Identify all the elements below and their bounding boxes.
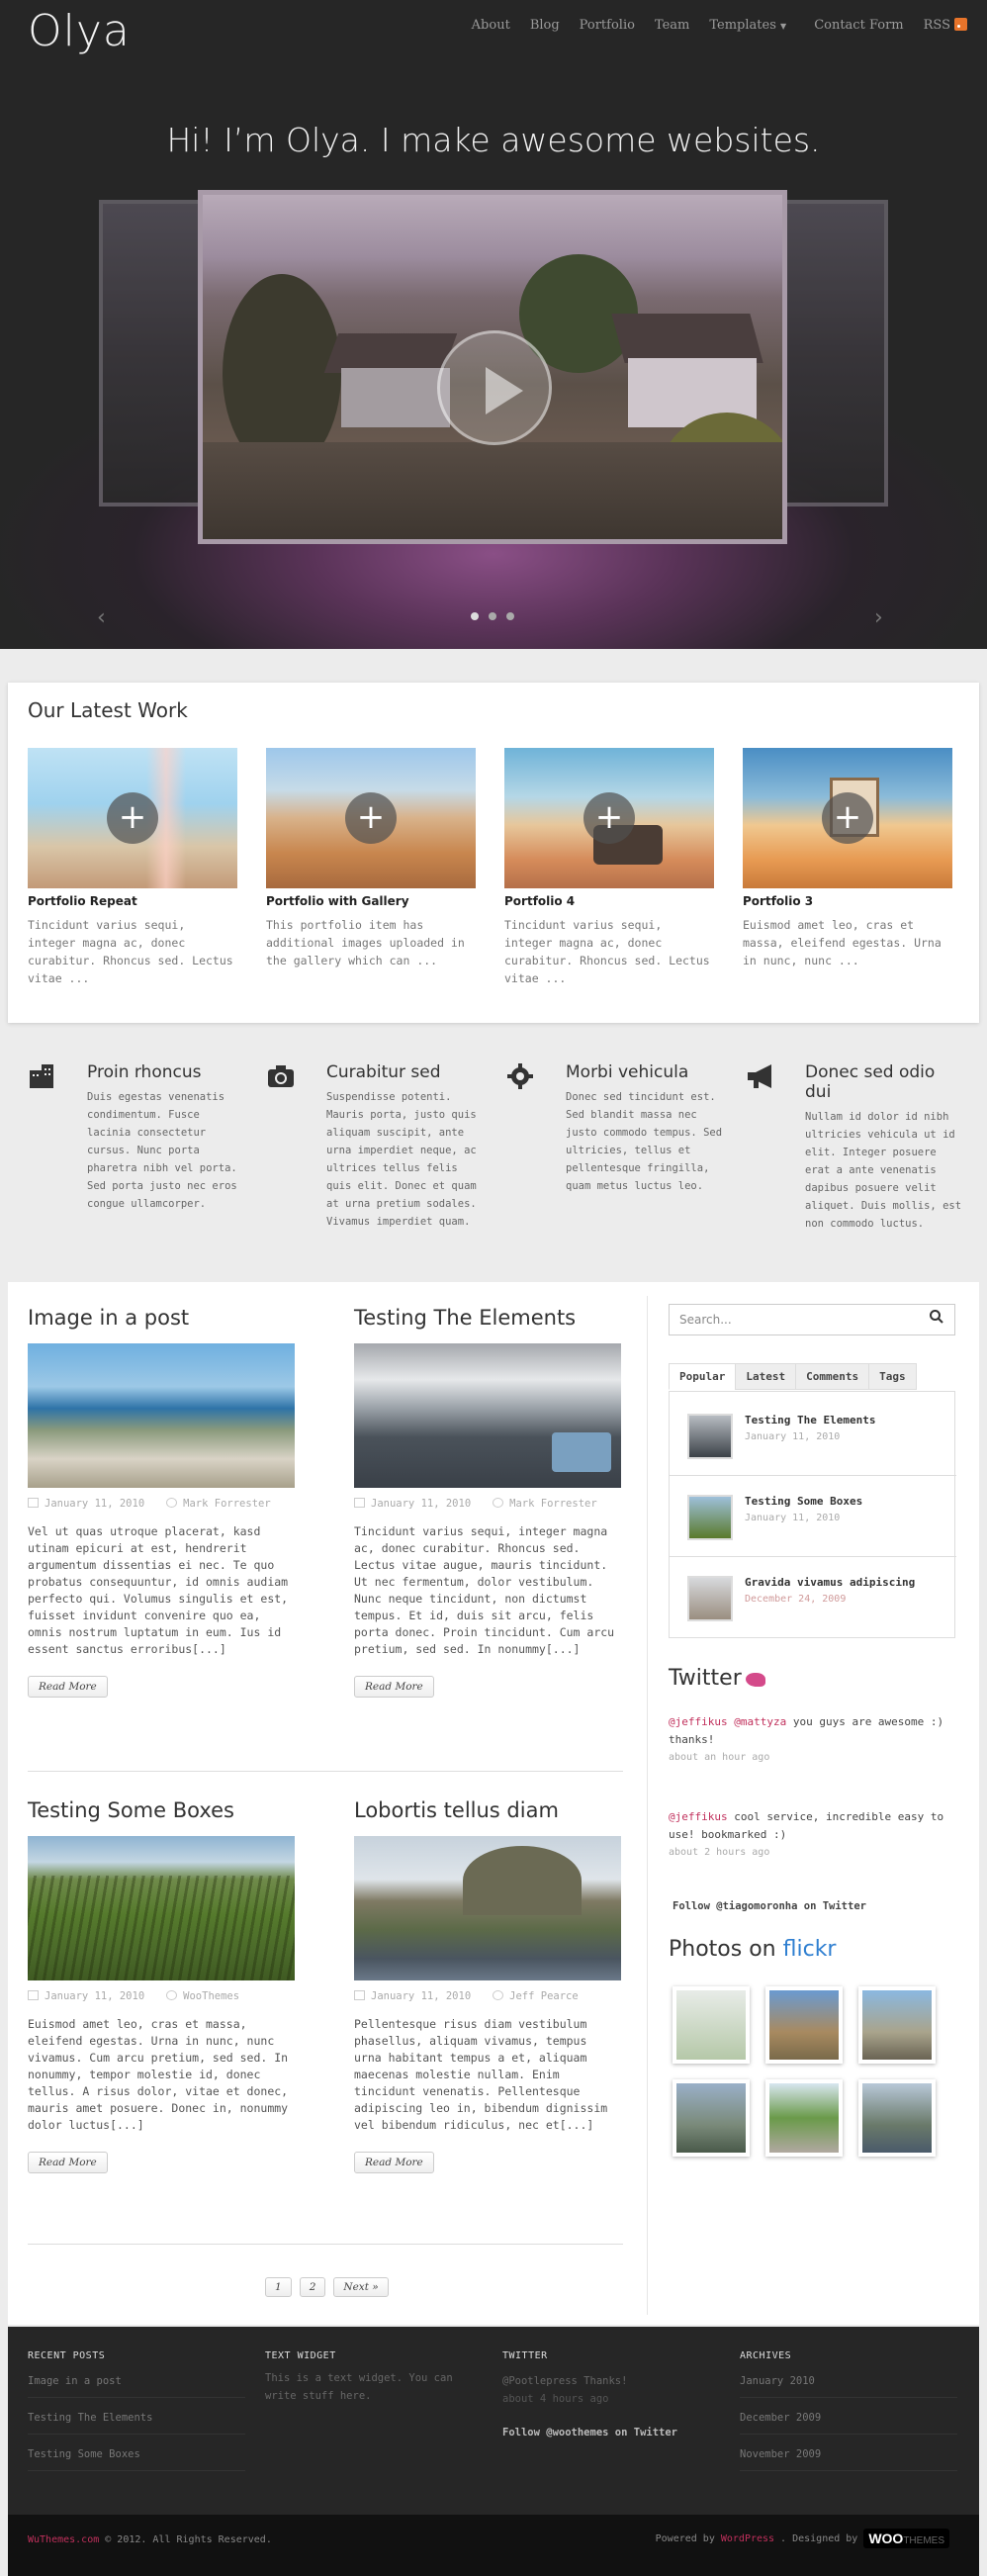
tab-item-thumb [687, 1495, 733, 1540]
plus-icon[interactable]: + [583, 792, 635, 844]
tab-tags[interactable]: Tags [868, 1363, 917, 1390]
designed-by-text: . Designed by [780, 2532, 858, 2544]
tab-popular[interactable]: Popular [669, 1363, 736, 1390]
woo-logo-small: THEMES [903, 2535, 944, 2546]
footer-widget-title: ARCHIVES [740, 2350, 792, 2361]
portfolio-item [504, 748, 714, 987]
pagination [265, 2277, 389, 2297]
post-image[interactable] [354, 1343, 621, 1488]
post-image[interactable] [28, 1343, 295, 1488]
nav-templates-label: Templates [709, 18, 776, 33]
tab-latest[interactable]: Latest [735, 1363, 796, 1390]
page-2-button[interactable]: 2 [300, 2277, 326, 2297]
post-title[interactable]: Image in a post [28, 1306, 190, 1330]
tab-panel [669, 1391, 955, 1638]
user-icon [493, 1990, 503, 2000]
flickr-title-text: Photos on [669, 1937, 776, 1962]
copyright-link[interactable]: WuThemes.com [28, 2534, 100, 2545]
portfolio-item [743, 748, 952, 969]
plus-icon[interactable]: + [345, 792, 397, 844]
post-date [354, 1498, 471, 1510]
footer-tweet: @Pootlepress Thanks! [502, 2375, 628, 2387]
feature-block [506, 1062, 724, 1195]
user-icon [493, 1498, 503, 1508]
rss-icon [954, 18, 967, 31]
post-date [28, 1498, 144, 1510]
post-title[interactable]: Testing The Elements [354, 1306, 577, 1330]
post-card [28, 1798, 295, 2173]
post-excerpt: Euismod amet leo, cras et massa, eleifend egestas. Urna in nunc, nunc vivamus. Cum arcu pretium, sed sed. In nonummy, tempor molestie id, donec tellus. A risus dolor, vitae et donec, mauris amet posuere. Donec in, nonummy dolor luctus[...] [28, 2017, 289, 2132]
tweet-user[interactable]: @jeffikus [669, 1715, 728, 1728]
footer-widget-title: TWITTER [502, 2350, 548, 2361]
nav-contact[interactable]: Contact Form [814, 18, 904, 33]
footer-widget-title: TEXT WIDGET [265, 2350, 336, 2361]
slider-prev-arrow[interactable]: ‹ [97, 605, 106, 630]
footer-follow-link[interactable]: Follow @woothemes on Twitter [502, 2427, 678, 2438]
copyright [28, 2534, 272, 2545]
footer-text-widget [265, 2350, 489, 2415]
powered-by-text: Powered by [655, 2532, 715, 2544]
footer-recent-posts [28, 2350, 245, 2471]
feature-title: Donec sed odio dui [805, 1062, 936, 1102]
tab-item-title[interactable]: Gravida vivamus adipiscing [745, 1576, 916, 1589]
post-card [354, 1306, 621, 1698]
calendar-icon [28, 1990, 39, 2000]
wordpress-link[interactable]: WordPress [720, 2532, 775, 2544]
post-author [493, 1498, 597, 1510]
portfolio-thumb[interactable] [266, 748, 476, 888]
post-card [28, 1306, 295, 1698]
post-date [28, 1990, 144, 2002]
flickr-logo: flickr [782, 1937, 837, 1962]
divider [28, 1771, 623, 1772]
post-image[interactable] [354, 1836, 621, 1980]
portfolio-thumb[interactable] [504, 748, 714, 888]
nav-rss[interactable] [924, 18, 967, 33]
post-date [354, 1990, 471, 2002]
user-icon [166, 1498, 177, 1508]
tweet-text: you guys are awesome :) thanks! [669, 1715, 944, 1746]
portfolio-excerpt: Tincidunt varius sequi, integer magna ac, donec curabitur. Rhoncus sed. Lectus vitae ... [504, 918, 710, 985]
twitter-title-text: Twitter [669, 1666, 742, 1691]
post-author-text[interactable]: Mark Forrester [183, 1498, 271, 1510]
nav-templates[interactable] [709, 18, 786, 33]
flickr-photo[interactable] [765, 2079, 843, 2157]
twitter-widget-title [669, 1666, 765, 1691]
footer-link[interactable]: November 2009 [740, 2448, 957, 2471]
post-excerpt: Tincidunt varius sequi, integer magna ac, donec curabitur. Rhoncus sed. Lectus vitae augue, mauris tincidunt. Ut nec fermentum, dolor vestibulum. Nunc neque tincidunt, non dictumst tempus. Et id, duis sit arcu, felis porta donec. Proin tincidunt. Cum arcu pretium, sed sed. In nonummy[...] [354, 1524, 615, 1656]
tab-list-item[interactable] [687, 1410, 944, 1469]
tweet-mention[interactable]: @mattyza [734, 1715, 787, 1728]
main-nav [472, 18, 967, 33]
post-image[interactable] [28, 1836, 295, 1980]
sidebar-divider [647, 1296, 648, 2315]
tweet-user[interactable]: @jeffikus [669, 1810, 728, 1823]
footer-link[interactable]: December 2009 [740, 2412, 957, 2435]
post-title[interactable]: Testing Some Boxes [28, 1798, 234, 1822]
calendar-icon [354, 1498, 365, 1508]
read-more-button[interactable]: Read More [28, 2152, 108, 2173]
portfolio-thumb[interactable] [28, 748, 237, 888]
feature-text: Donec sed tincidunt est. Sed blandit massa nec justo commodo tempus. Sed ultricies, tellus et pellentesque fringilla, quam metus luctus leo. [566, 1091, 723, 1192]
post-author [166, 1498, 271, 1510]
portfolio-title[interactable]: Portfolio 4 [504, 894, 576, 908]
portfolio-thumb[interactable] [743, 748, 952, 888]
footer-twitter [502, 2350, 720, 2438]
post-author [166, 1990, 239, 2002]
portfolio-title[interactable]: Portfolio 3 [743, 894, 814, 908]
post-meta [354, 1990, 621, 2002]
camera-icon [267, 1062, 297, 1092]
tab-item-title[interactable]: Testing The Elements [745, 1414, 876, 1426]
search-input[interactable]: Search... [669, 1304, 955, 1335]
slider-dot-1[interactable] [471, 612, 479, 620]
post-date-text: January 11, 2010 [45, 1990, 145, 2002]
footer-link[interactable]: Image in a post [28, 2375, 245, 2398]
post-meta [28, 1990, 295, 2002]
footer-tweet-time[interactable]: about 4 hours ago [502, 2393, 609, 2405]
portfolio-excerpt: Euismod amet leo, cras et massa, eleifend egestas. Urna in nunc, nunc ... [743, 918, 942, 967]
feature-title: Proin rhoncus [87, 1062, 202, 1082]
tweet-text: cool service, incredible easy to use! bookmarked :) [669, 1810, 944, 1841]
calendar-icon [28, 1498, 39, 1508]
feature-block [746, 1062, 963, 1233]
post-author-text[interactable]: Jeff Pearce [509, 1990, 579, 2002]
post-card [354, 1798, 621, 2173]
twitter-bird-icon [746, 1673, 765, 1687]
calendar-icon [354, 1990, 365, 2000]
nav-rss-label: RSS [923, 18, 950, 33]
read-more-button[interactable]: Read More [28, 1676, 108, 1698]
nav-team[interactable]: Team [654, 18, 690, 33]
slider-dot-3[interactable] [506, 612, 514, 620]
footer-text: This is a text widget. You can write stuff here. [265, 2372, 453, 2402]
footer-archives [740, 2350, 957, 2471]
latest-work-title: Our Latest Work [28, 698, 188, 722]
tab-item-title[interactable]: Testing Some Boxes [745, 1495, 863, 1508]
slider-next-arrow[interactable]: › [874, 605, 883, 630]
portfolio-excerpt: This portfolio item has additional images uploaded in the gallery which can ... [266, 918, 465, 967]
post-meta [354, 1498, 621, 1510]
gear-icon [506, 1062, 536, 1092]
flickr-photo[interactable] [765, 1986, 843, 2064]
post-date-text: January 11, 2010 [371, 1990, 472, 2002]
flickr-widget-title [669, 1937, 836, 1962]
footer-widget-title: RECENT POSTS [28, 2350, 106, 2361]
flickr-photo[interactable] [673, 1986, 750, 2064]
feature-text: Suspendisse potenti. Mauris porta, justo quis aliquam suscipit, ante urna imperdiet neque, ac ultrices tellus felis quis elit. Donec et quam at urna pretium sodales. Vivamus imperdiet quam. [326, 1091, 477, 1228]
post-author-text[interactable]: Mark Forrester [509, 1498, 597, 1510]
post-excerpt: Vel ut quas utroque placerat, kasd utinam epicuri at est, hendrerit argumentum dissentias ei nec. Te quo probatus consequuntur, id omnis audiam perfecto qui. Volumus singulis et est, fuisset invidunt convenire quo ea, omnis nostrum luptatum in eum. Ius id essent sanctus erroribus[...] [28, 1524, 289, 1656]
tab-list-item[interactable] [687, 1491, 944, 1550]
flickr-photo[interactable] [673, 2079, 750, 2157]
tab-item-thumb [687, 1414, 733, 1459]
plus-icon[interactable]: + [822, 792, 873, 844]
tweet-time[interactable]: about an hour ago [669, 1752, 770, 1763]
building-icon [28, 1062, 57, 1092]
user-icon [166, 1990, 177, 2000]
site-logo[interactable]: Olya [28, 6, 131, 56]
play-icon[interactable] [437, 330, 552, 445]
divider [28, 2244, 623, 2245]
hero-banner [0, 0, 987, 649]
hero-headline: Hi! I’m Olya. I make awesome websites. [166, 121, 821, 159]
post-author-text[interactable]: WooThemes [183, 1990, 240, 2002]
tweet [669, 1713, 955, 1767]
post-excerpt: Pellentesque risus diam vestibulum phasellus, aliquam vivamus, tempus urna habitant tempus a et, aliquam maecenas molestie nullam. Enim tincidunt venenatis. Pellentesque adipiscing leo in, bibendum dignissim vel bibendum ridiculus, nec et[...] [354, 2017, 608, 2132]
portfolio-title[interactable]: Portfolio with Gallery [266, 894, 409, 908]
plus-icon[interactable]: + [107, 792, 158, 844]
credits [656, 2529, 949, 2548]
search-icon[interactable] [930, 1310, 943, 1324]
page-1-button[interactable]: 1 [265, 2277, 292, 2297]
tweet [669, 1808, 955, 1862]
nav-blog[interactable]: Blog [529, 18, 560, 33]
flickr-photo[interactable] [858, 1986, 936, 2064]
feature-block [28, 1062, 245, 1213]
post-author [493, 1990, 579, 2002]
read-more-button[interactable]: Read More [354, 2152, 434, 2173]
tweet-time[interactable]: about 2 hours ago [669, 1847, 770, 1858]
copyright-text: © 2012. All Rights Reserved. [99, 2534, 272, 2545]
slider-dot-2[interactable] [489, 612, 496, 620]
tab-comments[interactable]: Comments [795, 1363, 869, 1390]
tab-item-date: January 11, 2010 [745, 1513, 841, 1523]
post-meta [28, 1498, 295, 1510]
twitter-follow-link[interactable]: Follow @tiagomoronha on Twitter [673, 1900, 866, 1912]
feature-block [267, 1062, 485, 1231]
feature-title: Curabitur sed [326, 1062, 441, 1082]
nav-portfolio[interactable]: Portfolio [579, 18, 635, 33]
footer-link[interactable]: Testing The Elements [28, 2412, 245, 2435]
sidebar-tabs [669, 1363, 916, 1390]
feature-text: Nullam id dolor id nibh ultricies vehicula ut id elit. Integer posuere erat a ante venenatis dapibus posuere velit aliquet. Duis mollis, est non commodo luctus. [805, 1111, 962, 1230]
post-date-text: January 11, 2010 [45, 1498, 145, 1510]
tab-item-thumb [687, 1576, 733, 1621]
latest-work-section [8, 683, 979, 1023]
caret-down-icon: ▼ [780, 22, 787, 31]
footer-link[interactable]: January 2010 [740, 2375, 957, 2398]
tab-item-date: December 24, 2009 [745, 1594, 847, 1605]
next-page-button[interactable]: Next » [333, 2277, 388, 2297]
feature-text: Duis egestas venenatis condimentum. Fusce lacinia consectetur cursus. Nunc porta pharetra nibh vel porta. Sed porta justo nec eros congue ullamcorper. [87, 1091, 237, 1210]
portfolio-item [266, 748, 476, 969]
nav-about[interactable]: About [471, 18, 510, 33]
portfolio-item [28, 748, 237, 987]
portfolio-excerpt: Tincidunt varius sequi, integer magna ac, donec curabitur. Rhoncus sed. Lectus vitae ... [28, 918, 233, 985]
post-date-text: January 11, 2010 [371, 1498, 472, 1510]
post-title[interactable]: Lobortis tellus diam [354, 1798, 559, 1822]
feature-title: Morbi vehicula [566, 1062, 689, 1082]
woothemes-logo[interactable] [863, 2529, 949, 2548]
footer-link[interactable]: Testing Some Boxes [28, 2448, 245, 2471]
woo-logo-text: WOO [868, 2530, 904, 2546]
megaphone-icon [746, 1062, 775, 1092]
tab-list-item[interactable] [687, 1572, 944, 1631]
portfolio-title[interactable]: Portfolio Repeat [28, 894, 137, 908]
flickr-photo[interactable] [858, 2079, 936, 2157]
read-more-button[interactable]: Read More [354, 1676, 434, 1698]
tab-item-date: January 11, 2010 [745, 1431, 841, 1442]
